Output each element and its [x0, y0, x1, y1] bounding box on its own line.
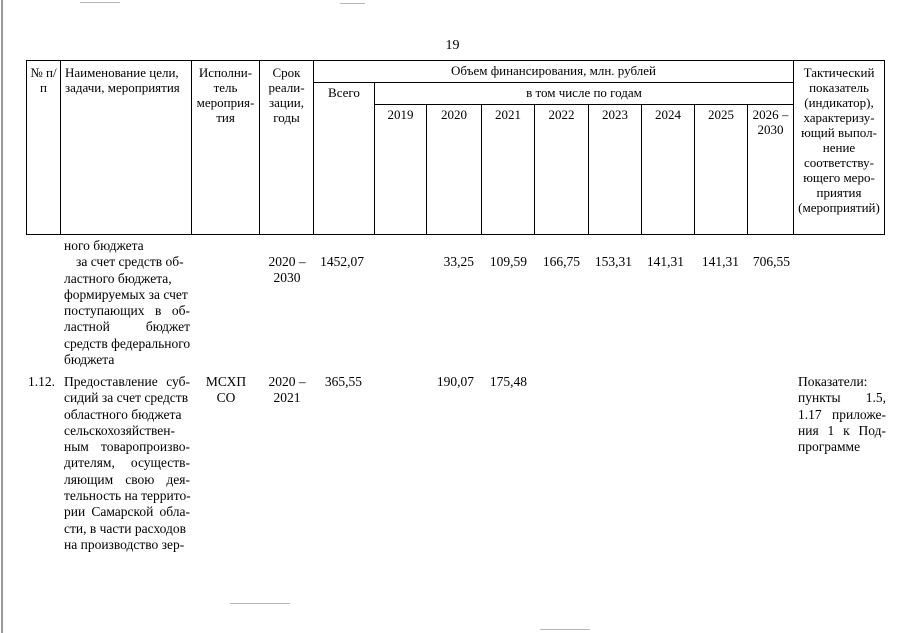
- header-year-2023: 2023: [589, 105, 642, 235]
- row-a-2026-2030: 706,55: [752, 254, 790, 269]
- scan-artifact: [340, 3, 365, 4]
- row-a-2021: 109,59: [489, 254, 527, 269]
- header-year-2025: 2025: [695, 105, 748, 235]
- header-indicator: Тактический показатель (индикатор), характеризу- ющий выпол- нение соответству- ющего меро- приятия (мероприятий): [794, 61, 885, 235]
- header-year-2026-2030: 2026 –2030: [748, 105, 794, 235]
- header-num: № п/п: [27, 61, 61, 235]
- row-a-total: 1452,07: [320, 254, 364, 269]
- header-year-2022: 2022: [535, 105, 589, 235]
- header-by-years: в том числе по годам: [375, 83, 794, 105]
- row-b-name: Предоставление суб- сидий за счет средств областного бюджета сельскохозяйствен- ным товаропроизво- дителям, осуществ- ляющим свою дея- тельность на террито- рии Самарской обла- сти, в части расходов на производство зер-: [64, 374, 191, 552]
- scan-artifact: [540, 629, 590, 630]
- header-year-2019: 2019: [375, 105, 427, 235]
- row-b-num: 1.12.: [28, 374, 55, 389]
- scan-margin-line: [1, 0, 3, 633]
- header-year-2021: 2021: [482, 105, 535, 235]
- header-name: Наименование цели, задачи, мероприятия: [61, 61, 192, 235]
- row-b-2021: 175,48: [489, 374, 527, 389]
- header-table: [26, 60, 885, 235]
- row-a-2023: 153,31: [594, 254, 632, 269]
- row-a-2020: 33,25: [443, 254, 474, 269]
- scan-artifact: [80, 2, 120, 3]
- row-b-total: 365,55: [324, 374, 362, 389]
- row-a-2025: 141,31: [701, 254, 739, 269]
- row-a-2024: 141,31: [646, 254, 684, 269]
- header-total: Всего: [314, 83, 375, 235]
- header-year-2024: 2024: [642, 105, 695, 235]
- row-a-period: 2020 – 2030: [268, 254, 306, 286]
- row-a-2022: 166,75: [542, 254, 580, 269]
- row-b-2020: 190,07: [436, 374, 474, 389]
- row-b-executor: МСХП СО: [205, 374, 247, 406]
- scan-artifact: [230, 603, 290, 604]
- header-period: Срок реали- зации, годы: [260, 61, 314, 235]
- row-b-period: 2020 – 2021: [268, 374, 306, 406]
- row-a-name: ного бюджета за счет средств об- ластного бюджета, формируемых за счет поступающих в об- ластной бюджет средств федерального бюджета: [64, 238, 191, 368]
- header-year-2020: 2020: [427, 105, 482, 235]
- page-number: 19: [445, 38, 460, 53]
- header-funding: Объем финансирования, млн. рублей: [314, 61, 794, 83]
- header-executor: Исполни- тель мероприя- тия: [192, 61, 260, 235]
- row-b-indicator: Показатели: пункты 1.5, 1.17 приложе- ния 1 к Под- программе: [798, 374, 886, 455]
